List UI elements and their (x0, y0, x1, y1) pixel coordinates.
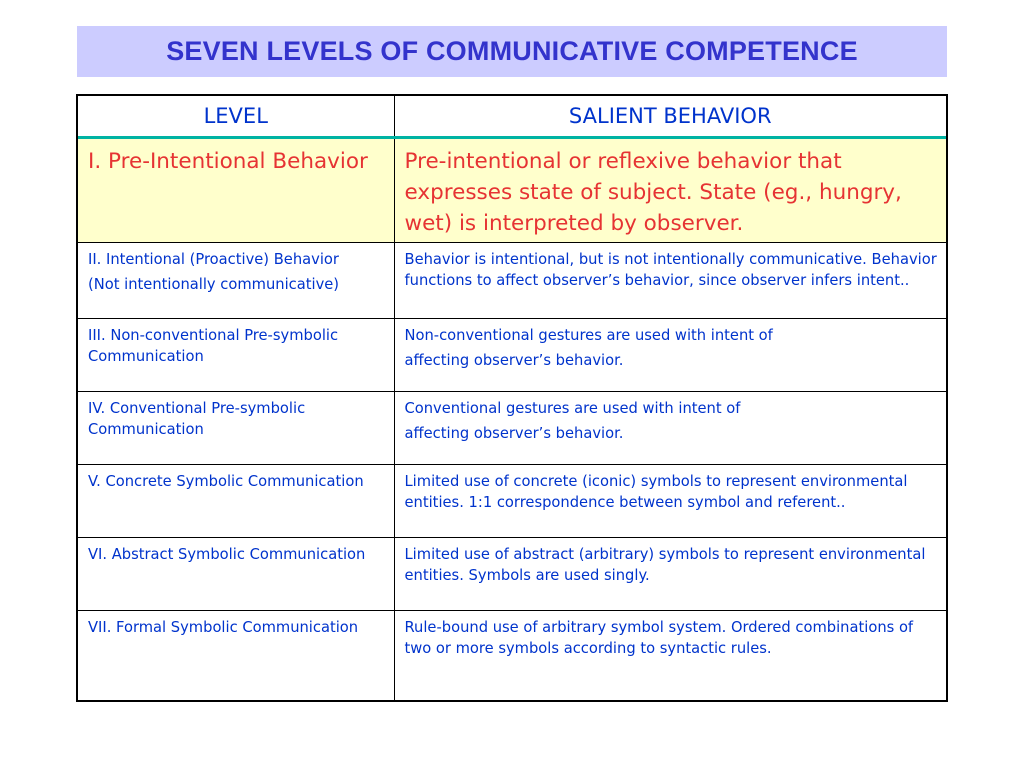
level-cell: V. Concrete Symbolic Communication (78, 465, 394, 538)
behavior-line: affecting observer’s behavior. (404, 425, 624, 442)
header-level: LEVEL (78, 96, 394, 138)
level-cell (78, 243, 394, 319)
title-band (77, 26, 947, 77)
level-note: (Not intentionally communicative) (88, 276, 340, 293)
table-row (78, 319, 946, 392)
behavior-cell: Rule-bound use of arbitrary symbol system. Ordered combinations of two or more symbols according to syntactic rules. (394, 611, 946, 701)
behavior-line: Non-conventional gestures are used with intent of (404, 327, 773, 344)
level-cell: I. Pre-Intentional Behavior (78, 138, 394, 243)
level-cell: VI. Abstract Symbolic Communication (78, 538, 394, 611)
behavior-cell: Behavior is intentional, but is not intentionally communicative. Behavior functions to affect observer’s behavior, since observer infers intent.. (394, 243, 946, 319)
behavior-cell (394, 392, 946, 465)
level-cell: III. Non-conventional Pre-symbolic Communication (78, 319, 394, 392)
behavior-cell: Pre-intentional or reflexive behavior that expresses state of subject. State (eg., hungry, wet) is interpreted by observer. (394, 138, 946, 243)
level-cell: VII. Formal Symbolic Communication (78, 611, 394, 701)
table-row (78, 392, 946, 465)
table-row (78, 138, 946, 243)
behavior-line: Conventional gestures are used with intent of (404, 400, 741, 417)
levels-table-grid (78, 96, 946, 700)
behavior-cell: Limited use of abstract (arbitrary) symbols to represent environmental entities. Symbols are used singly. (394, 538, 946, 611)
table-row (78, 243, 946, 319)
slide-title: SEVEN LEVELS OF COMMUNICATIVE COMPETENCE (166, 36, 858, 66)
header-salient-behavior: SALIENT BEHAVIOR (394, 96, 946, 138)
level-label: II. Intentional (Proactive) Behavior (88, 251, 339, 268)
behavior-line: affecting observer’s behavior. (404, 352, 624, 369)
behavior-cell (394, 319, 946, 392)
table-header-row (78, 96, 946, 138)
behavior-cell: Limited use of concrete (iconic) symbols to represent environmental entities. 1:1 correspondence between symbol and referent.. (394, 465, 946, 538)
level-cell: IV. Conventional Pre-symbolic Communication (78, 392, 394, 465)
table-row (78, 538, 946, 611)
levels-table (76, 94, 948, 702)
table-row (78, 465, 946, 538)
table-row (78, 611, 946, 701)
